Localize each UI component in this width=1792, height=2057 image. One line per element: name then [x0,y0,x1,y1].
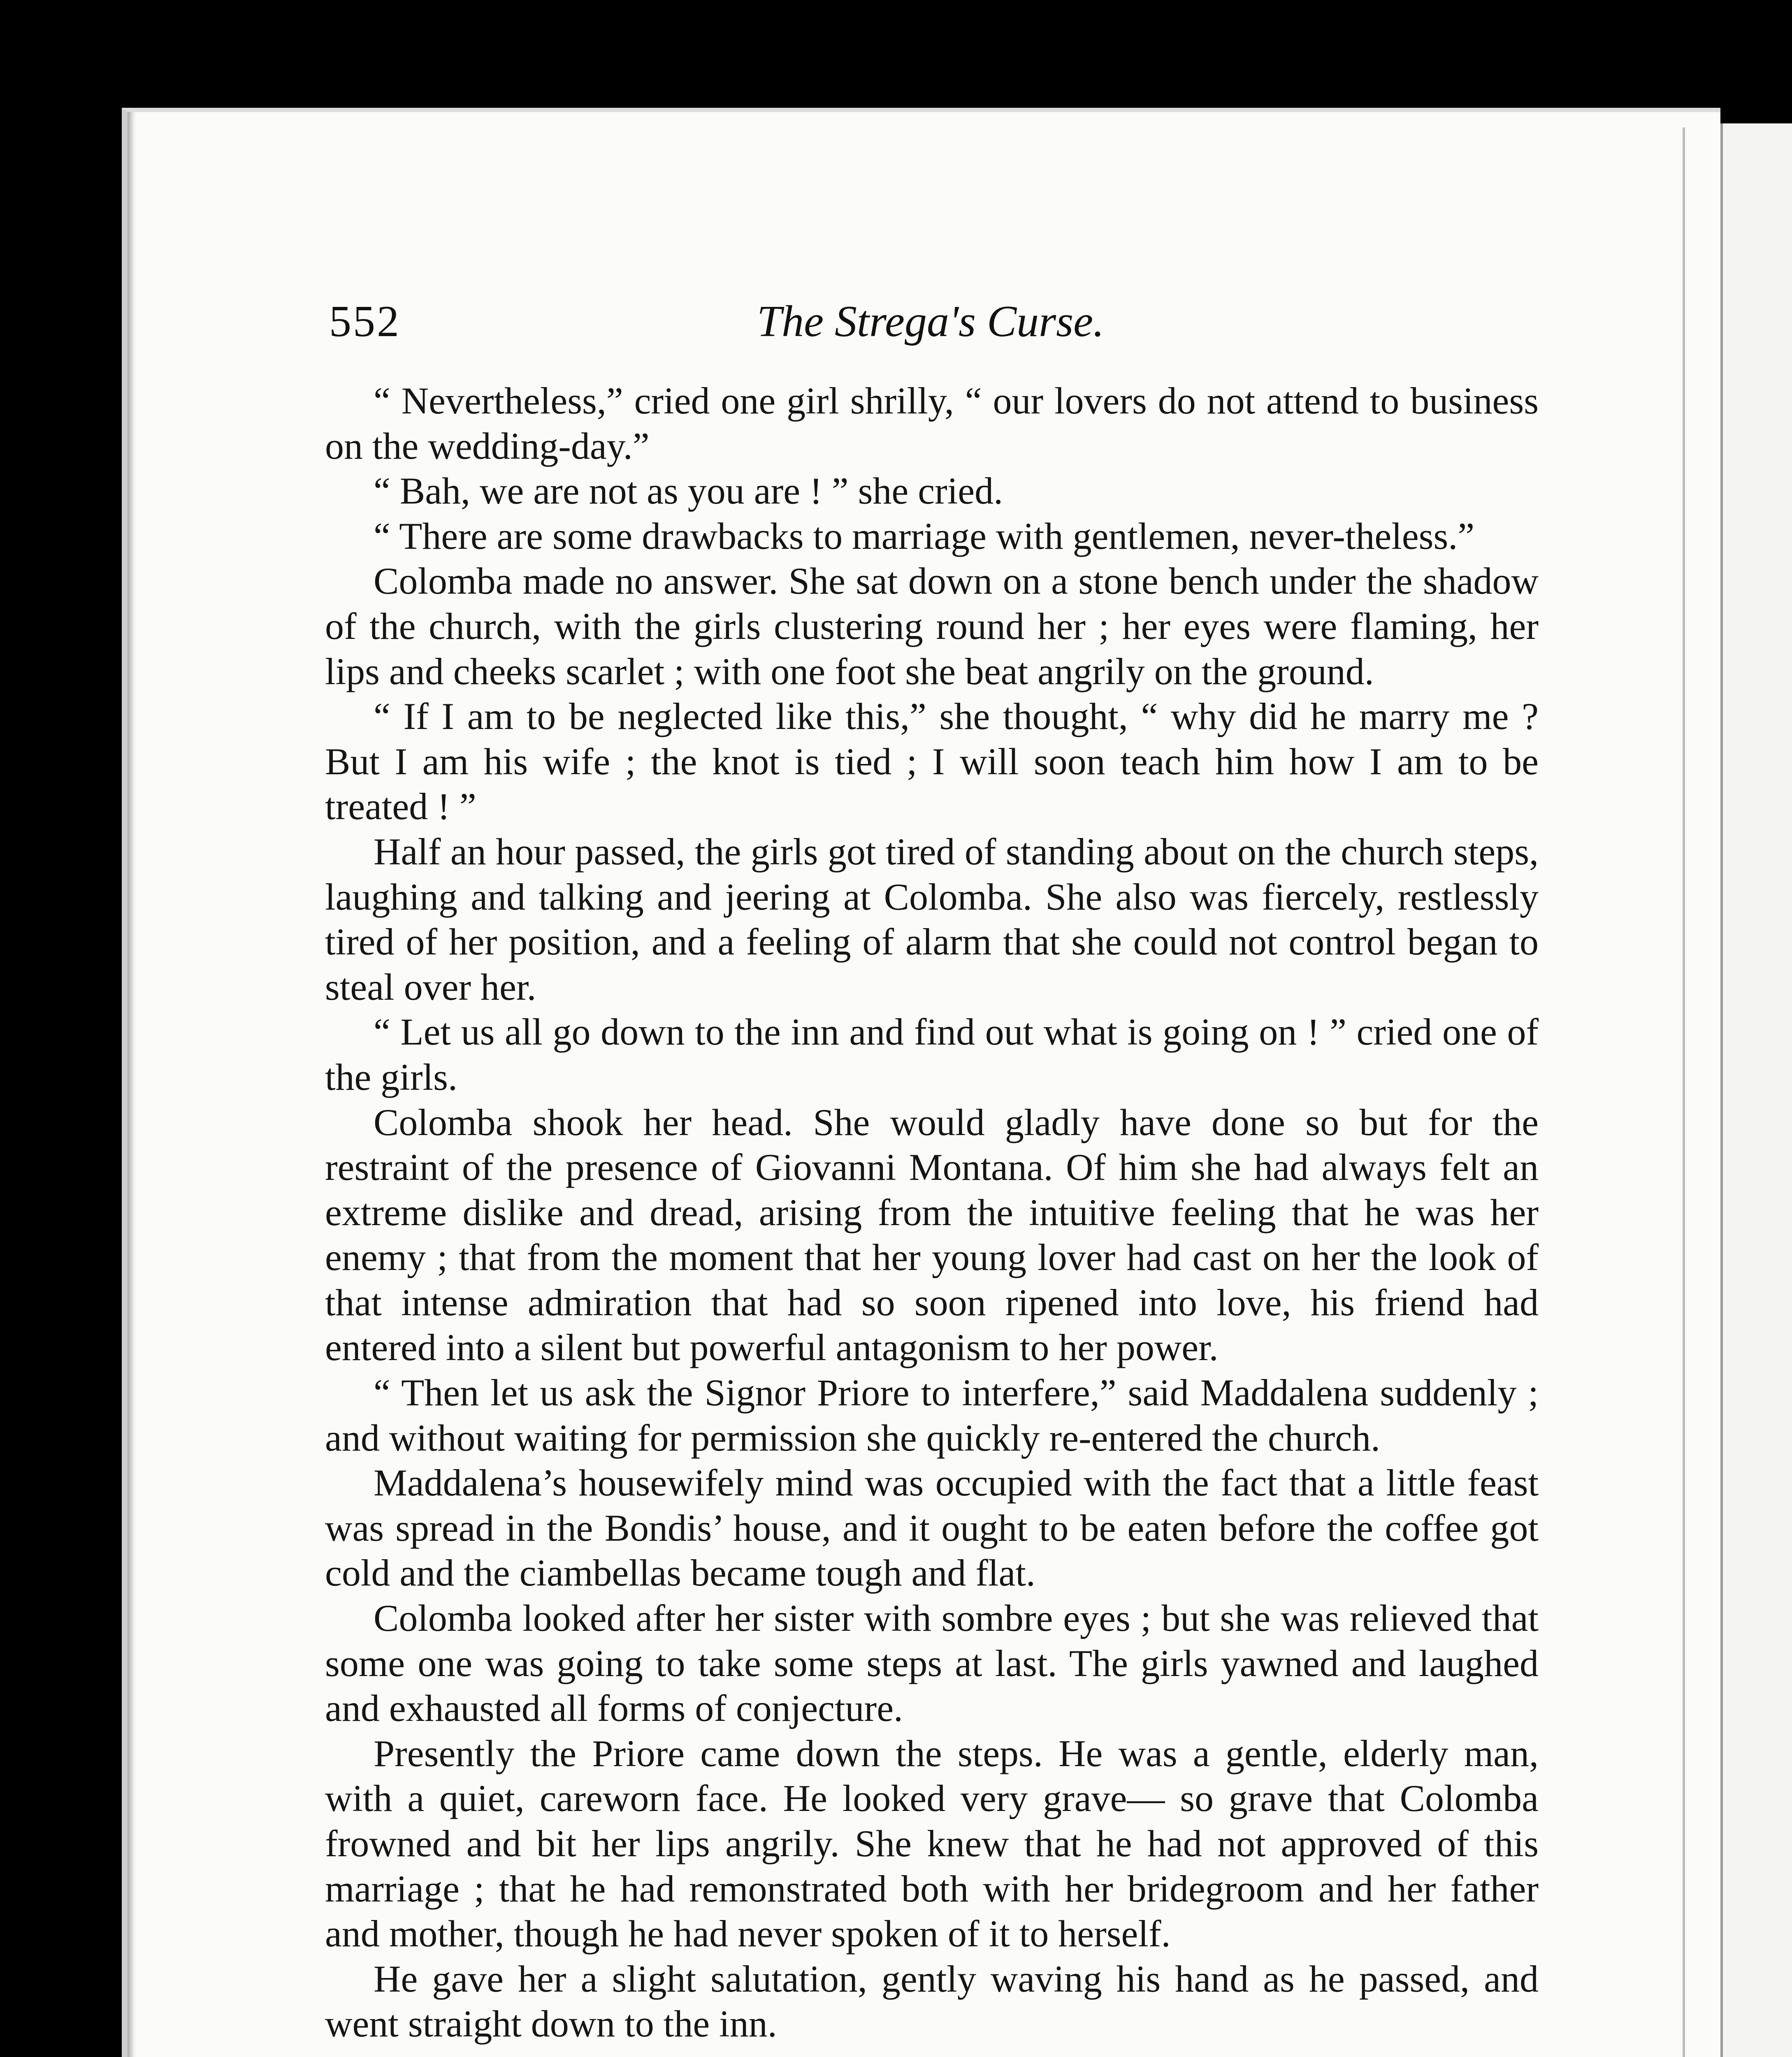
page-fold-line [1683,128,1685,2057]
paragraph: “ There are some drawbacks to marriage with gentlemen, never-theless.” [374,515,1475,557]
paragraph: Half an hour passed, the girls got tired of standing about on the church steps, laughing and talking and jeering at Colomba. She also was fiercely, restlessly tired of her position, and a feeling of alarm that she could not control began to steal over her. [325,830,1539,1008]
paragraph: Presently the Priore came down the steps. He was a gentle, elderly man, with a quiet, careworn face. He looked very grave— so grave that Colomba frowned and bit her lips angrily. She knew that he had not approved of this marriage ; that he had remonstrated both with her bridegroom and her father and mother, though he had never spoken of it to herself. [325,1732,1539,1955]
paragraph: Maddalena’s housewifely mind was occupied with the fact that a little feast was spread in the Bondis’ house, and it ought to be eaten before the coffee got cold and the ciambellas became tough and flat. [325,1462,1539,1594]
paragraph: “ If I am to be neglected like this,” she thought, “ why did he marry me ? But I am his wife ; the knot is tied ; I will soon teach him how I am to be treated ! ” [325,695,1539,828]
adjacent-page-edge [1720,123,1792,2057]
paragraph: He gave her a slight salutation, gently waving his hand as he passed, and went straight down to the inn. [325,1957,1539,2045]
paragraph: “ Then let us ask the Signor Priore to interfere,” said Maddalena suddenly ; and without waiting for permission she quickly re-entered the church. [325,1372,1539,1459]
paragraph: Colomba looked after her sister with sombre eyes ; but she was relieved that some one was going to take some steps at last. The girls yawned and laughed and exhausted all forms of conjecture. [325,1597,1539,1730]
running-title: The Strega's Curse. [757,297,1105,346]
paragraph: “ Let us all go down to the inn and find out what is going on ! ” cried one of the girls. [325,1011,1539,1098]
paragraph: “ Nevertheless,” cried one girl shrilly, “ our lovers do not attend to business on the wedding-day.” [325,380,1539,467]
body-text [325,378,1539,2047]
paragraph: Colomba shook her head. She would gladly have done so but for the restraint of the presence of Giovanni Montana. Of him she had always felt an extreme dislike and dread, arising from the intuitive feeling that he was her enemy ; that from the moment that her young lover had cast on her the look of that intense admiration that had so soon ripened into love, his friend had entered into a silent but powerful antagonism to her power. [325,1101,1539,1369]
page-number: 552 [329,297,401,346]
page-header [329,288,1534,354]
paragraph: “ Bah, we are not as you are ! ” she cried. [374,470,1003,512]
paragraph: Colomba made no answer. She sat down on a stone bench under the shadow of the church, with the girls clustering round her ; her eyes were flaming, her lips and cheeks scarlet ; with one foot she beat angrily on the ground. [325,560,1539,692]
